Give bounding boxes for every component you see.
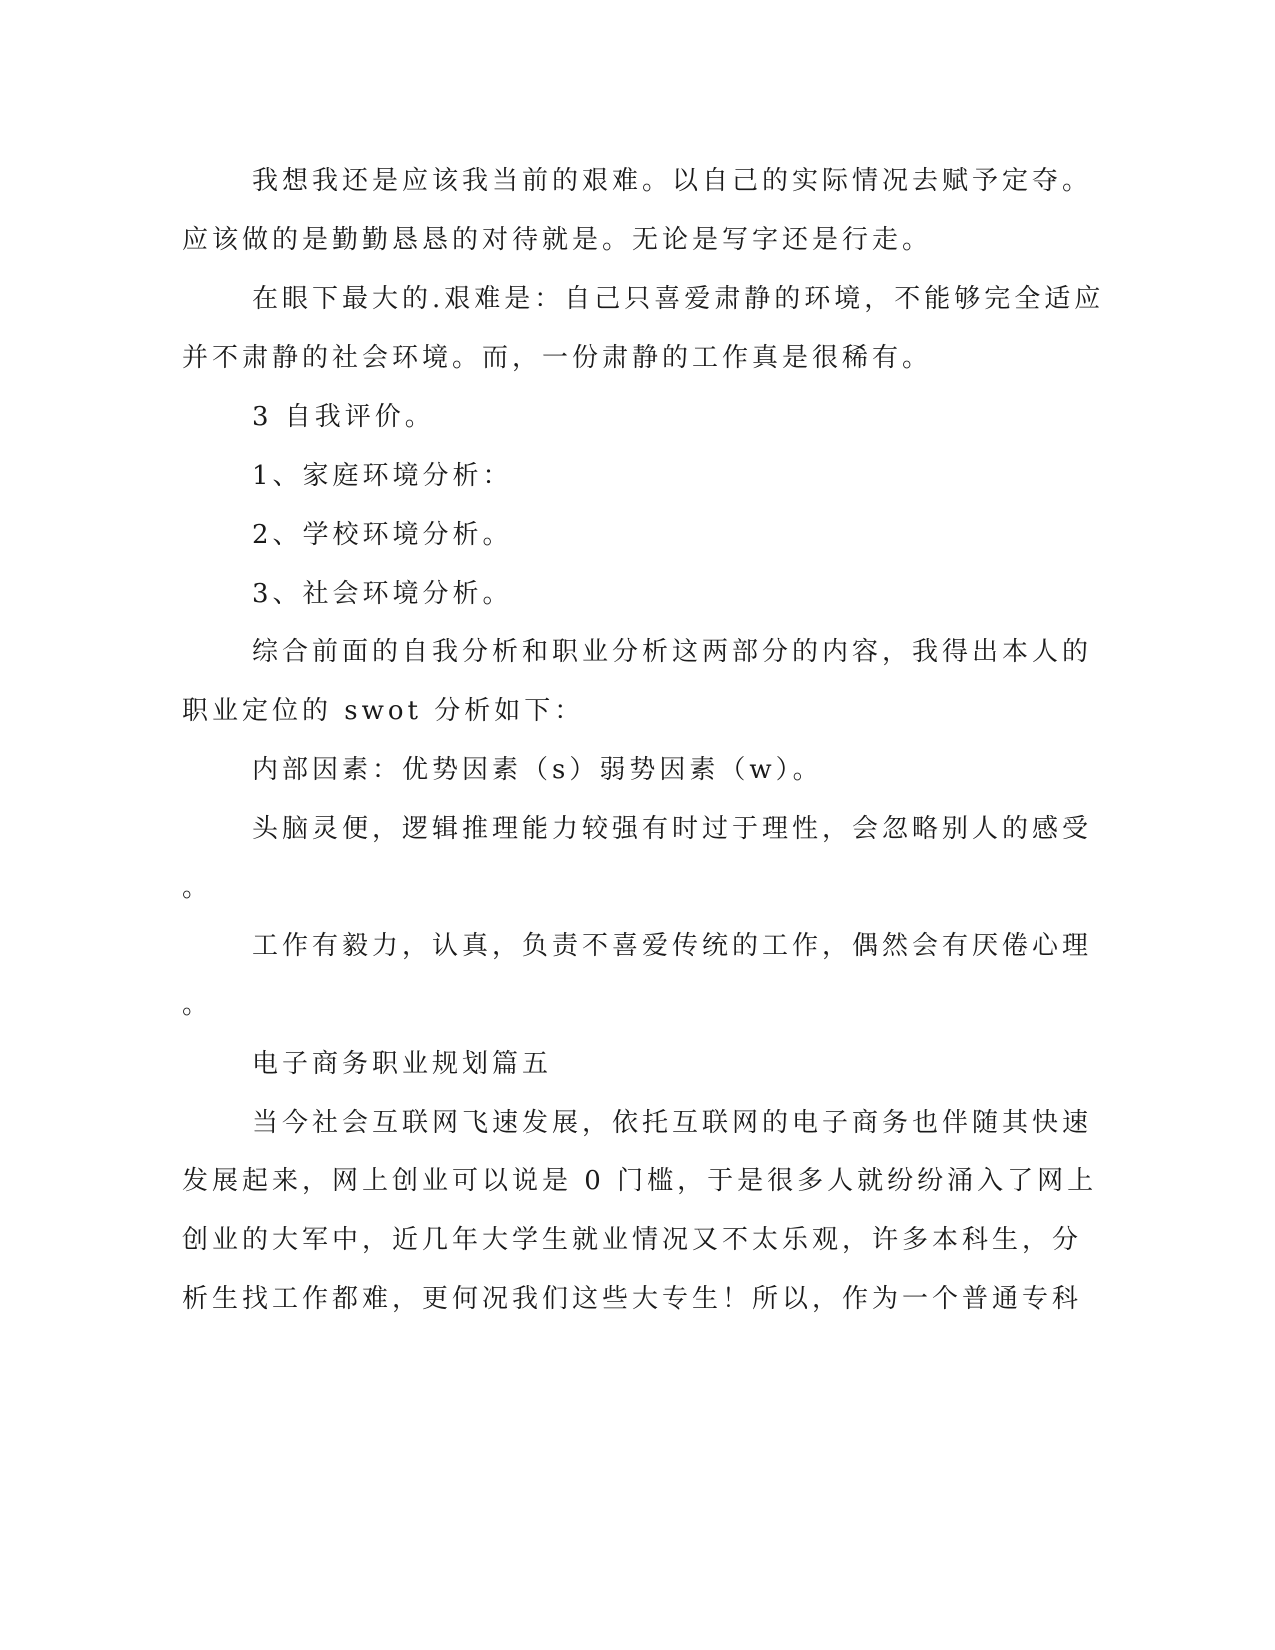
paragraph-line: 我想我还是应该我当前的艰难。以自己的实际情况去赋予定夺。 <box>252 166 1093 196</box>
paragraph-line: 在眼下最大的.艰难是：自己只喜爱肃静的环境，不能够完全适应 <box>252 284 1105 314</box>
list-item: 1、家庭环境分析： <box>252 461 513 491</box>
list-item: 2、学校环境分析。 <box>252 520 513 550</box>
paragraph-line: 发展起来，网上创业可以说是 0 门槛，于是很多人就纷纷涌入了网上 <box>182 1166 1098 1196</box>
list-item: 3、社会环境分析。 <box>252 579 513 609</box>
paragraph-line: 。 <box>182 873 213 903</box>
paragraph-line: 头脑灵便，逻辑推理能力较强有时过于理性，会忽略别人的感受 <box>252 814 1093 844</box>
paragraph-line: 。 <box>182 990 213 1020</box>
section-heading: 3 自我评价。 <box>252 402 435 432</box>
paragraph-line: 并不肃静的社会环境。而，一份肃静的工作真是很稀有。 <box>182 343 933 373</box>
paragraph-line: 创业的大军中，近几年大学生就业情况又不太乐观，许多本科生，分 <box>182 1225 1083 1255</box>
paragraph-line: 工作有毅力，认真，负责不喜爱传统的工作，偶然会有厌倦心理 <box>252 931 1093 961</box>
paragraph-line: 当今社会互联网飞速发展，依托互联网的电子商务也伴随其快速 <box>252 1108 1093 1138</box>
paragraph-line: 应该做的是勤勤恳恳的对待就是。无论是写字还是行走。 <box>182 225 933 255</box>
section-heading: 电子商务职业规划篇五 <box>252 1049 553 1079</box>
paragraph-line: 综合前面的自我分析和职业分析这两部分的内容，我得出本人的 <box>252 637 1093 667</box>
paragraph-line: 内部因素：优势因素（s）弱势因素（w）。 <box>252 755 823 785</box>
paragraph-line: 析生找工作都难，更何况我们这些大专生！所以，作为一个普通专科 <box>182 1284 1083 1314</box>
paragraph-line: 职业定位的 swot 分析如下： <box>182 696 585 726</box>
